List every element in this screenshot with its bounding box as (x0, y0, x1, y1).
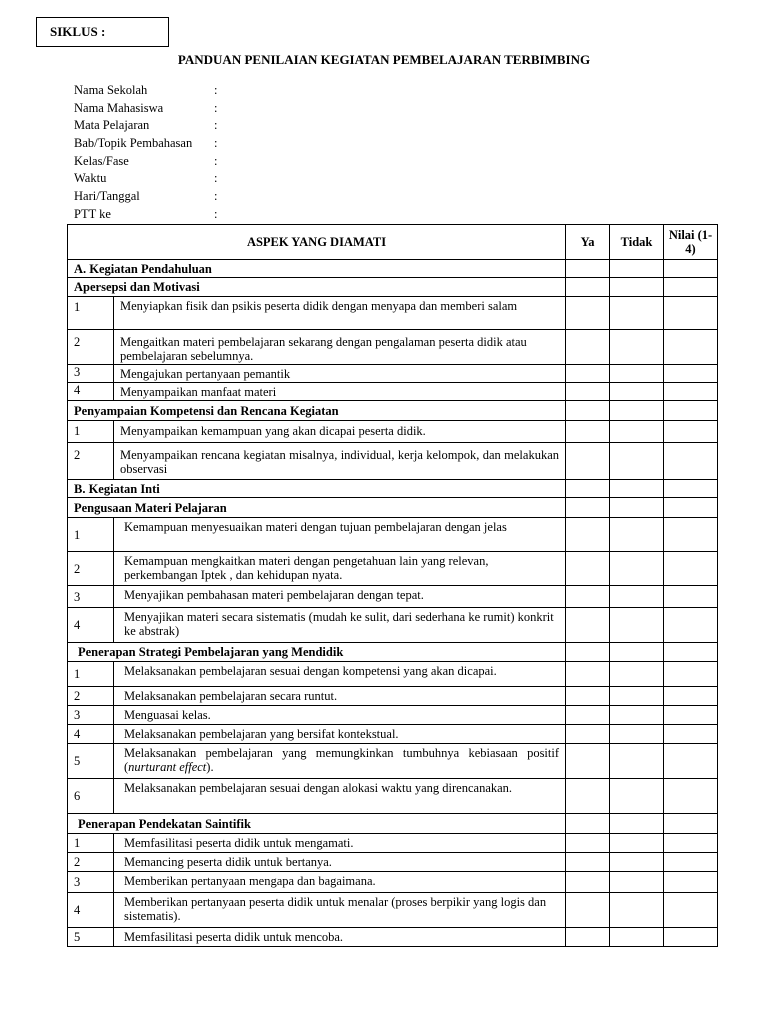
table-row (68, 586, 718, 608)
check-ya[interactable] (566, 518, 610, 552)
item-description-emphasis: nurturant effect (128, 760, 207, 774)
identity-row (74, 170, 217, 188)
table-row (68, 872, 718, 893)
item-number: 2 (68, 443, 114, 480)
score-cell[interactable] (664, 853, 718, 872)
score-cell[interactable] (664, 297, 718, 330)
item-description-tail: ). (206, 760, 214, 774)
check-ya[interactable] (566, 744, 610, 779)
check-ya[interactable] (566, 260, 610, 278)
item-description: Mengajukan pertanyaan pemantik (114, 365, 566, 383)
check-ya[interactable] (566, 330, 610, 365)
table-row (68, 928, 718, 947)
score-cell[interactable] (664, 480, 718, 498)
table-row (68, 662, 718, 687)
check-ya[interactable] (566, 278, 610, 297)
score-cell[interactable] (664, 552, 718, 586)
check-ya[interactable] (566, 814, 610, 834)
identity-label: Nama Sekolah (74, 83, 148, 97)
check-tidak[interactable] (610, 365, 664, 383)
check-ya[interactable] (566, 872, 610, 893)
identity-row (74, 153, 217, 171)
check-tidak[interactable] (610, 779, 664, 814)
identity-row (74, 100, 217, 118)
section-kompetensi: Penyampaian Kompetensi dan Rencana Kegiatan (68, 401, 566, 421)
check-ya[interactable] (566, 365, 610, 383)
score-cell[interactable] (664, 443, 718, 480)
check-tidak[interactable] (610, 260, 664, 278)
score-cell[interactable] (664, 498, 718, 518)
item-description: Melaksanakan pembelajaran sesuai dengan alokasi waktu yang direncanakan. (114, 779, 566, 814)
check-ya[interactable] (566, 401, 610, 421)
identity-row (74, 206, 217, 224)
check-tidak[interactable] (610, 443, 664, 480)
item-description: Menyampaikan kemampuan yang akan dicapai peserta didik. (114, 421, 566, 443)
assessment-table (67, 224, 718, 947)
item-description: Memberikan pertanyaan mengapa dan bagaimana. (114, 872, 566, 893)
table-row (68, 552, 718, 586)
table-row (68, 744, 718, 779)
check-ya[interactable] (566, 725, 610, 744)
item-number: 2 (68, 330, 114, 365)
item-number: 6 (68, 779, 114, 814)
identity-row (74, 188, 217, 206)
identity-separator: : (214, 171, 218, 186)
identity-separator: : (214, 206, 218, 221)
siklus-box (36, 17, 169, 47)
item-description: Memfasilitasi peserta didik untuk mencoba. (114, 928, 566, 947)
section-saintifik: Penerapan Pendekatan Saintifik (68, 814, 566, 834)
section-row (68, 643, 718, 662)
item-description (114, 744, 566, 779)
score-cell[interactable] (664, 608, 718, 643)
siklus-label: SIKLUS : (50, 24, 106, 39)
item-description: Kemampuan menyesuaikan materi dengan tujuan pembelajaran dengan jelas (114, 518, 566, 552)
table-row (68, 608, 718, 643)
check-tidak[interactable] (610, 421, 664, 443)
item-number: 3 (68, 365, 114, 383)
table-row (68, 443, 718, 480)
identity-row (74, 82, 217, 100)
check-tidak[interactable] (610, 278, 664, 297)
score-cell[interactable] (664, 518, 718, 552)
check-tidak[interactable] (610, 834, 664, 853)
identity-label: Hari/Tanggal (74, 189, 140, 204)
score-cell[interactable] (664, 872, 718, 893)
identity-row (74, 135, 217, 153)
check-ya[interactable] (566, 779, 610, 814)
item-description: Menyajikan materi secara sistematis (mudah ke sulit, dari sederhana ke rumit) konkrit ke abstrak) (114, 608, 566, 643)
item-description: Memfasilitasi peserta didik untuk mengamati. (114, 834, 566, 853)
identity-separator: : (214, 153, 218, 168)
check-tidak[interactable] (610, 872, 664, 893)
table-row (68, 725, 718, 744)
item-description: Menyampaikan manfaat materi (114, 383, 566, 401)
header-ya: Ya (566, 225, 610, 260)
item-description: Memberikan pertanyaan peserta didik untuk menalar (proses berpikir yang logis dan sistematis). (114, 893, 566, 928)
item-description: Melaksanakan pembelajaran yang bersifat kontekstual. (114, 725, 566, 744)
section-apersepsi: Apersepsi dan Motivasi (68, 278, 566, 297)
section-b: B. Kegiatan Inti (68, 480, 566, 498)
score-cell[interactable] (664, 779, 718, 814)
item-number: 1 (68, 834, 114, 853)
item-number: 5 (68, 744, 114, 779)
score-cell[interactable] (664, 725, 718, 744)
item-description: Menguasai kelas. (114, 706, 566, 725)
identity-separator: : (214, 189, 218, 204)
table-row (68, 421, 718, 443)
item-description: Kemampuan mengkaitkan materi dengan pengetahuan lain yang relevan, perkembangan Iptek , dan kehidupan nyata. (114, 552, 566, 586)
section-strategi: Penerapan Strategi Pembelajaran yang Mendidik (68, 643, 566, 662)
check-tidak[interactable] (610, 725, 664, 744)
check-tidak[interactable] (610, 480, 664, 498)
item-number: 5 (68, 928, 114, 947)
check-ya[interactable] (566, 643, 610, 662)
item-number: 3 (68, 586, 114, 608)
score-cell[interactable] (664, 706, 718, 725)
table-row (68, 779, 718, 814)
table-row (68, 853, 718, 872)
document-title: PANDUAN PENILAIAN KEGIATAN PEMBELAJARAN TERBIMBING (177, 52, 591, 67)
check-tidak[interactable] (610, 706, 664, 725)
score-cell[interactable] (664, 662, 718, 687)
score-cell[interactable] (664, 893, 718, 928)
item-number: 4 (68, 725, 114, 744)
check-ya[interactable] (566, 586, 610, 608)
check-tidak[interactable] (610, 297, 664, 330)
table-row (68, 383, 718, 401)
section-penguasaan: Pengusaan Materi Pelajaran (68, 498, 566, 518)
table-row (68, 893, 718, 928)
score-cell[interactable] (664, 687, 718, 706)
item-description: Memancing peserta didik untuk bertanya. (114, 853, 566, 872)
item-description: Mengaitkan materi pembelajaran sekarang dengan pengalaman peserta didik atau pembelajaran sebelumnya. (114, 330, 566, 365)
identity-label: PTT ke (74, 206, 111, 221)
score-cell[interactable] (664, 814, 718, 834)
header-aspek: ASPEK YANG DIAMATI (68, 225, 566, 260)
item-number: 3 (68, 872, 114, 893)
item-description-text: Melaksanakan pembelajaran yang memungkinkan tumbuhnya kebiasaan positif ( (124, 746, 560, 774)
check-tidak[interactable] (610, 498, 664, 518)
check-tidak[interactable] (610, 744, 664, 779)
identity-label: Waktu (74, 171, 107, 186)
score-cell[interactable] (664, 278, 718, 297)
section-row (68, 260, 718, 278)
section-row (68, 498, 718, 518)
check-ya[interactable] (566, 834, 610, 853)
score-cell[interactable] (664, 401, 718, 421)
check-ya[interactable] (566, 662, 610, 687)
check-tidak[interactable] (610, 401, 664, 421)
check-tidak[interactable] (610, 928, 664, 947)
table-row (68, 687, 718, 706)
check-tidak[interactable] (610, 662, 664, 687)
table-header-row (68, 225, 718, 260)
item-number: 2 (68, 853, 114, 872)
item-number: 1 (68, 662, 114, 687)
identity-separator: : (214, 100, 218, 115)
check-ya[interactable] (566, 383, 610, 401)
check-tidak[interactable] (610, 687, 664, 706)
item-number: 3 (68, 706, 114, 725)
score-cell[interactable] (664, 421, 718, 443)
check-ya[interactable] (566, 928, 610, 947)
identity-label: Mata Pelajaran (74, 118, 150, 133)
check-tidak[interactable] (610, 853, 664, 872)
check-tidak[interactable] (610, 893, 664, 928)
score-cell[interactable] (664, 260, 718, 278)
score-cell[interactable] (664, 643, 718, 662)
check-tidak[interactable] (610, 643, 664, 662)
item-number: 1 (68, 421, 114, 443)
check-tidak[interactable] (610, 608, 664, 643)
item-number: 2 (68, 552, 114, 586)
table-row (68, 706, 718, 725)
score-cell[interactable] (664, 744, 718, 779)
section-row (68, 480, 718, 498)
check-ya[interactable] (566, 421, 610, 443)
score-cell[interactable] (664, 330, 718, 365)
identity-label: Bab/Topik Pembahasan (74, 136, 193, 151)
check-ya[interactable] (566, 687, 610, 706)
table-row (68, 834, 718, 853)
score-cell[interactable] (664, 928, 718, 947)
item-description: Melaksanakan pembelajaran sesuai dengan kompetensi yang akan dicapai. (114, 662, 566, 687)
check-tidak[interactable] (610, 552, 664, 586)
identity-row (74, 117, 217, 135)
header-tidak: Tidak (610, 225, 664, 260)
identity-separator: : (214, 118, 218, 133)
item-description: Menyiapkan fisik dan psikis peserta didik dengan menyapa dan memberi salam (114, 297, 566, 330)
section-row (68, 401, 718, 421)
header-nilai: Nilai (1-4) (664, 225, 718, 260)
check-ya[interactable] (566, 498, 610, 518)
check-ya[interactable] (566, 893, 610, 928)
item-number: 4 (68, 608, 114, 643)
table-row (68, 330, 718, 365)
check-ya[interactable] (566, 608, 610, 643)
check-tidak[interactable] (610, 518, 664, 552)
check-ya[interactable] (566, 297, 610, 330)
table-row (68, 297, 718, 330)
item-description: Melaksanakan pembelajaran secara runtut. (114, 687, 566, 706)
check-ya[interactable] (566, 443, 610, 480)
check-tidak[interactable] (610, 383, 664, 401)
score-cell[interactable] (664, 586, 718, 608)
item-number: 2 (68, 687, 114, 706)
check-tidak[interactable] (610, 814, 664, 834)
item-description: Menyampaikan rencana kegiatan misalnya, individual, kerja kelompok, dan melakukan observasi (114, 443, 566, 480)
check-ya[interactable] (566, 706, 610, 725)
check-ya[interactable] (566, 480, 610, 498)
identity-label: Nama Mahasiswa (74, 100, 164, 115)
score-cell[interactable] (664, 383, 718, 401)
section-a: A. Kegiatan Pendahuluan (68, 260, 566, 278)
score-cell[interactable] (664, 834, 718, 853)
check-ya[interactable] (566, 853, 610, 872)
identity-block (74, 82, 217, 224)
identity-separator: : (214, 136, 218, 151)
identity-label: Kelas/Fase (74, 153, 129, 168)
item-number: 1 (68, 518, 114, 552)
table-row (68, 365, 718, 383)
check-tidak[interactable] (610, 330, 664, 365)
item-number: 1 (68, 297, 114, 330)
item-description: Menyajikan pembahasan materi pembelajaran dengan tepat. (114, 586, 566, 608)
table-row (68, 518, 718, 552)
score-cell[interactable] (664, 365, 718, 383)
section-row (68, 278, 718, 297)
identity-separator: : (214, 83, 218, 97)
item-number: 4 (68, 383, 114, 401)
item-number: 4 (68, 893, 114, 928)
check-tidak[interactable] (610, 586, 664, 608)
check-ya[interactable] (566, 552, 610, 586)
section-row (68, 814, 718, 834)
